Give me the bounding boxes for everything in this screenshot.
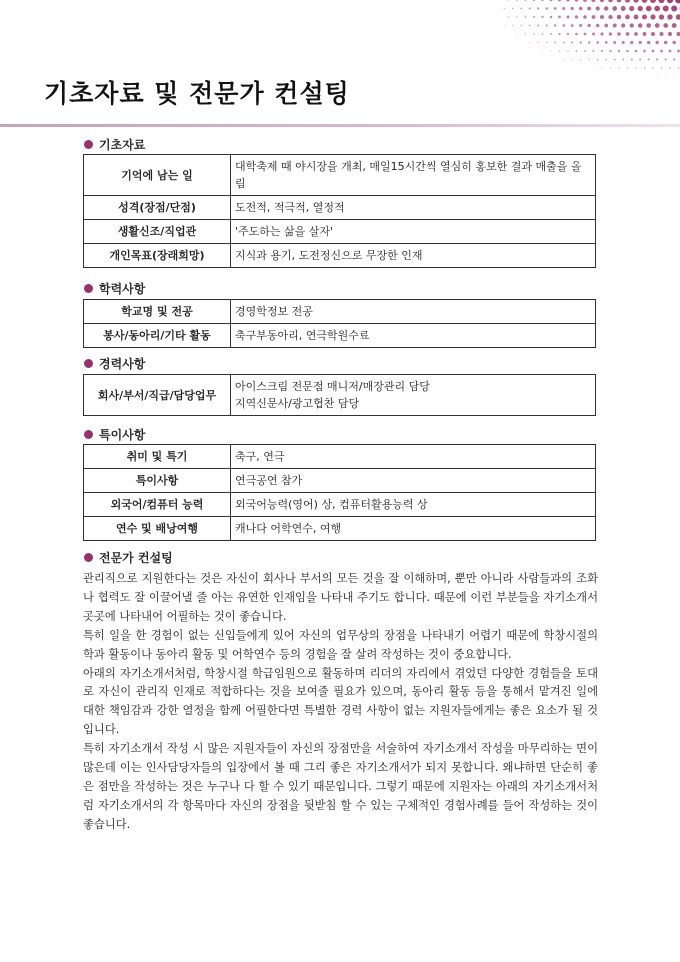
row-value: 캐나다 어학연수, 여행 [231, 517, 596, 541]
basic-info-table [83, 154, 596, 268]
page-title: 기초자료 및 전문가 컨설팅 [44, 79, 350, 108]
row-label: 취미 및 특기 [84, 445, 231, 469]
row-value: 축구, 연극 [231, 445, 596, 469]
row-label: 학교명 및 전공 [84, 300, 231, 324]
bullet-icon [84, 140, 93, 149]
row-label: 성격(장점/단점) [84, 196, 231, 220]
row-label: 회사/부서/직급/담당업무 [84, 375, 231, 416]
table-row [84, 244, 596, 268]
row-label: 기억에 남는 일 [84, 155, 231, 196]
table-row [84, 155, 596, 196]
education-table [83, 299, 596, 348]
row-label: 봉사/동아리/기타 활동 [84, 324, 231, 348]
row-value: 지식과 용기, 도전정신으로 무장한 인재 [231, 244, 596, 268]
row-label: 특이사항 [84, 469, 231, 493]
row-label: 연수 및 배낭여행 [84, 517, 231, 541]
table-row [84, 300, 596, 324]
table-row [84, 493, 596, 517]
title-divider [0, 124, 680, 127]
career-line-2: 지역신문사/광고협찬 담당 [235, 397, 360, 410]
table-row [84, 445, 596, 469]
table-row [84, 469, 596, 493]
decorative-dot-pattern [500, 0, 680, 100]
career-table [83, 374, 596, 416]
section-heading-basic: 기초자료 [84, 136, 145, 153]
table-row [84, 517, 596, 541]
bullet-icon [84, 430, 93, 439]
consulting-paragraph: 특히 일을 한 경험이 없는 신입들에게 있어 자신의 업무상의 장점을 나타내기 어렵기 때문에 학창시절의 학과 활동이나 동아리 활동 및 어학연수 등의 경험을 잘 살려 작성하는 것이 중요합니다. [83, 628, 598, 661]
row-value: 외국어능력(영어) 상, 컴퓨터활용능력 상 [231, 493, 596, 517]
section-heading-education: 학력사항 [84, 280, 145, 297]
row-value [231, 375, 596, 416]
section-heading-consulting: 전문가 컨설팅 [84, 549, 173, 566]
consulting-body [83, 570, 598, 835]
row-label: 외국어/컴퓨터 능력 [84, 493, 231, 517]
section-heading-career: 경력사항 [84, 355, 145, 372]
row-label: 개인목표(장래희망) [84, 244, 231, 268]
row-value: 경영학정보 전공 [231, 300, 596, 324]
consulting-paragraph: 특히 자기소개서 작성 시 많은 지원자들이 자신의 장점만을 서술하여 자기소개서 작성을 마무리하는 면이 많은데 이는 인사담당자들의 입장에서 볼 때 그리 좋은 자기소개서가 되지 못합니다. 왜냐하면 단순히 좋은 점만을 작성하는 것은 누구나 다 할 수 있기 때문입니다. 그렇기 때문에 지원자는 아래의 자기소개서처럼 자기소개서의 각 항목마다 자신의 장점을 뒷받침 할 수 있는 구체적인 경험사례를 들어 작성하는 것이 좋습니다. [83, 742, 598, 831]
section-heading-special: 특이사항 [84, 426, 145, 443]
row-label: 생활신조/직업관 [84, 220, 231, 244]
special-table [83, 444, 596, 541]
bullet-icon [84, 284, 93, 293]
row-value: 도전적, 적극적, 열정적 [231, 196, 596, 220]
row-value: '주도하는 삶을 살자' [231, 220, 596, 244]
bullet-icon [84, 359, 93, 368]
bullet-icon [84, 553, 93, 562]
row-value: 축구부동아리, 연극학원수료 [231, 324, 596, 348]
consulting-paragraph: 아래의 자기소개서처럼, 학창시절 학급임원으로 활동하며 리더의 자리에서 겪었던 다양한 경험들을 토대로 자신이 관리직 인재로 적합하다는 것을 보여줄 필요가 있으며, 동아리 활동 등을 통해서 맡겨진 일에 대한 책임감과 강한 열정을 함께 어필한다면 특별한 경력 사항이 없는 지원자들에게는 좋은 요소가 될 것입니다. [83, 666, 598, 737]
row-value: 대학축제 때 야시장을 개최, 매일15시간씩 열심히 홍보한 결과 매출을 올림 [231, 155, 596, 196]
table-row [84, 196, 596, 220]
table-row [84, 220, 596, 244]
consulting-paragraph: 관리직으로 지원한다는 것은 자신이 회사나 부서의 모든 것을 잘 이해하며, 뿐만 아니라 사람들과의 조화나 협력도 잘 이끌어낼 줄 아는 유연한 인재임을 나타내 주기도 합니다. 때문에 이런 부분들을 자기소개서 곳곳에 나타내어 어필하는 것이 좋습니다. [83, 572, 598, 623]
table-row [84, 375, 596, 416]
career-line-1: 아이스크림 전문점 매니저/매장관리 담당 [235, 380, 430, 393]
table-row [84, 324, 596, 348]
row-value: 연극공연 참가 [231, 469, 596, 493]
